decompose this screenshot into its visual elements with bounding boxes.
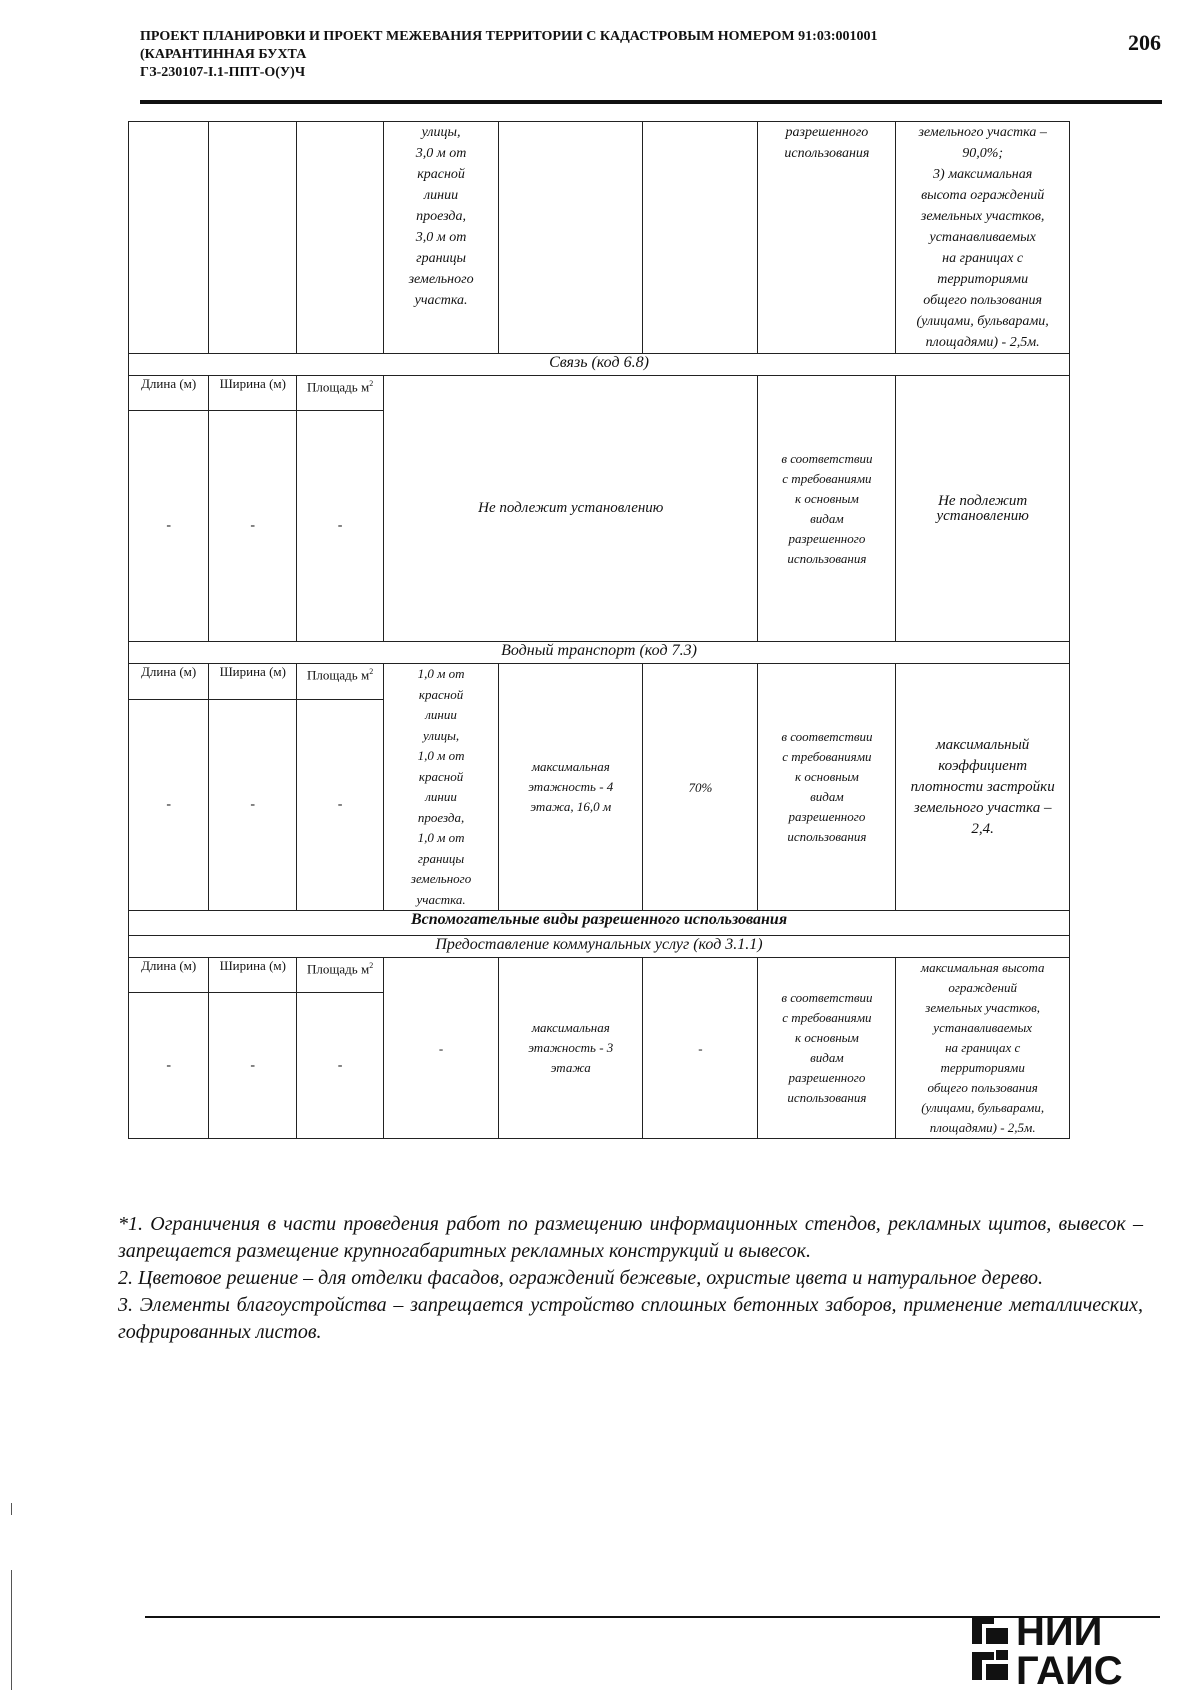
- text-line: 3) максимальная: [933, 167, 1033, 182]
- section-heading-row: [129, 642, 1070, 664]
- text-line: (улицами, бульварами,: [916, 314, 1049, 329]
- text-line: с требованиями: [782, 470, 872, 486]
- text-line: общего пользования: [923, 293, 1043, 308]
- text-line: земельного: [408, 272, 474, 287]
- text-line: линии: [424, 188, 459, 203]
- text-line: границы: [416, 251, 467, 266]
- header-length: Длина (м): [129, 958, 209, 993]
- cell-floors: максимальная этажность - 3 этажа: [499, 958, 643, 1139]
- cell-limits: [896, 958, 1070, 1139]
- text-line: в соответствии: [781, 729, 873, 744]
- text-line: видам: [810, 1050, 844, 1065]
- niigais-logo: [972, 1612, 1162, 1690]
- text-line: плотности застройки: [910, 778, 1055, 795]
- header-length: Длина (м): [129, 376, 209, 411]
- cell-empty: [209, 122, 297, 354]
- cell-length: -: [129, 699, 209, 910]
- footnotes: [118, 1211, 1143, 1346]
- text-line: границы: [417, 850, 465, 866]
- auxiliary-heading-row: [129, 911, 1070, 936]
- cell-coverage: -: [643, 958, 758, 1139]
- cell-use: [758, 376, 896, 642]
- header-area: Площадь $м^2$: [297, 958, 384, 993]
- cell-empty: [499, 122, 643, 354]
- cell-length: -: [129, 411, 209, 642]
- cell-coverage: 70%: [643, 664, 758, 911]
- text-line: улицы,: [421, 125, 461, 140]
- auxiliary-heading: Вспомогательные виды разрешенного использования: [129, 911, 1070, 936]
- text-line: 3,0 м от: [415, 146, 467, 161]
- text-line: красной: [418, 768, 464, 784]
- cell-area: -: [297, 993, 384, 1139]
- cell-params: Не подлежит установлению: [384, 376, 758, 642]
- text-line: 2,4.: [971, 820, 994, 837]
- header-divider: [140, 100, 1162, 104]
- cell-floors: максимальная этажность - 4 этажа, 16,0 м: [499, 664, 643, 911]
- text-line: к основным: [795, 490, 859, 506]
- text-line: общего пользования: [927, 1080, 1038, 1095]
- header-length: Длина (м): [129, 664, 209, 700]
- logo-line2: ГАИС: [1016, 1649, 1123, 1690]
- text-line: в соответствии: [781, 990, 873, 1005]
- cell-width: -: [209, 411, 297, 642]
- text-line: земельных участков,: [925, 1000, 1041, 1015]
- note-2: 2. Цветовое решение – для отделки фасадов, ограждений бежевые, охристые цвета и натуральное дерево.: [118, 1267, 1044, 1289]
- text-line: красной: [417, 167, 465, 182]
- text-line: площадями) - 2,5м.: [925, 335, 1040, 350]
- header-width: Ширина (м): [209, 958, 297, 993]
- column-header-row: [129, 958, 1070, 993]
- cell-width: -: [209, 993, 297, 1139]
- text-line: территориями: [940, 1060, 1025, 1075]
- scan-mark: [11, 1570, 12, 1690]
- text-line: видам: [810, 510, 844, 526]
- text-line: разрешенного: [788, 530, 866, 546]
- text-line: использования: [787, 550, 867, 566]
- text-line: ограждений: [948, 980, 1017, 995]
- section-heading-row: [129, 936, 1070, 958]
- text-line: участка.: [414, 293, 468, 308]
- header-title-line1: ПРОЕКТ ПЛАНИРОВКИ И ПРОЕКТ МЕЖЕВАНИЯ ТЕРРИТОРИИ С КАДАСТРОВЫМ НОМЕРОМ 91:03:001001: [140, 29, 878, 44]
- text-line: на границах с: [945, 1040, 1021, 1055]
- text-line: видам: [810, 789, 844, 804]
- cell-setback: [384, 664, 499, 911]
- header-width: Ширина (м): [209, 664, 297, 700]
- regulations-table: [128, 121, 1070, 1139]
- cell-setback: -: [384, 958, 499, 1139]
- text-line: с требованиями: [782, 749, 872, 764]
- text-line: 1,0 м от: [417, 666, 465, 681]
- text-line: участка.: [416, 891, 466, 907]
- cell-use: [758, 664, 896, 911]
- text-line: в соответствии: [781, 450, 873, 466]
- column-header-row: [129, 376, 1070, 411]
- text-line: использования: [787, 1090, 867, 1105]
- cell-empty: [297, 122, 384, 354]
- text-line: к основным: [795, 769, 859, 784]
- header-area-label: Площадь м: [307, 961, 370, 977]
- cell-limits: [896, 664, 1070, 911]
- text-line: (улицами, бульварами,: [921, 1100, 1045, 1115]
- text-line: 1,0 м от: [417, 830, 465, 845]
- text-line: максимальный: [936, 736, 1030, 753]
- cell-use: [758, 122, 896, 354]
- text-line: к основным: [795, 1030, 859, 1045]
- cell-length: -: [129, 993, 209, 1139]
- text-line: разрешенного: [785, 125, 869, 140]
- text-line: проезда,: [417, 809, 465, 825]
- text-line: максимальная высота: [920, 960, 1045, 975]
- note-1: *1. Ограничения в части проведения работ по размещению информационных стендов, рекламных щитов, вывесок – запрещается размещение крупногабаритных рекламных конструкций и вывесок.: [118, 1213, 1143, 1262]
- header-area-label: Площадь м: [307, 379, 370, 395]
- cell-empty: [643, 122, 758, 354]
- text-line: на границах с: [942, 251, 1024, 266]
- column-header-row: [129, 664, 1070, 700]
- header-title-line2: (КАРАНТИННАЯ БУХТА: [140, 47, 307, 62]
- text-line: улицы,: [422, 727, 460, 743]
- logo-emblem-icon: [972, 1612, 1162, 1690]
- cell-area: -: [297, 699, 384, 910]
- section-title: Водный транспорт (код 7.3): [129, 642, 1070, 664]
- document-header: [140, 28, 1080, 82]
- header-area: Площадь $м^2$: [297, 664, 384, 700]
- scan-mark: [11, 1503, 12, 1515]
- text-line: земельного участка –: [918, 125, 1047, 140]
- header-width: Ширина (м): [209, 376, 297, 411]
- text-line: разрешенного: [788, 809, 866, 824]
- text-line: использования: [784, 146, 870, 161]
- cell-use: [758, 958, 896, 1139]
- text-line: проезда,: [416, 209, 467, 224]
- text-line: устанавливаемых: [933, 1020, 1033, 1035]
- section-title: Предоставление коммунальных услуг (код 3.1.1): [129, 936, 1070, 958]
- cell-width: -: [209, 699, 297, 910]
- text-line: земельных участков,: [920, 209, 1045, 224]
- cell-limits: Не подлежит установлению: [896, 376, 1070, 642]
- text-line: земельного участка –: [913, 799, 1052, 816]
- text-line: линии: [425, 789, 457, 804]
- header-area: Площадь $м^2$: [297, 376, 384, 411]
- text-line: площадями) - 2,5м.: [929, 1120, 1036, 1135]
- header-area-label: Площадь м: [307, 667, 370, 683]
- cell-limits: [896, 122, 1070, 354]
- text-line: устанавливаемых: [929, 230, 1036, 245]
- header-code: ГЗ-230107-I.1-ППТ-О(У)Ч: [140, 65, 306, 80]
- text-line: линии: [425, 707, 457, 722]
- text-line: коэффициент: [938, 757, 1028, 774]
- table-row-continuation: [129, 122, 1070, 354]
- page-number: 206: [1128, 30, 1161, 55]
- text-line: с требованиями: [782, 1010, 872, 1025]
- note-3: 3. Элементы благоустройства – запрещается устройство сплошных бетонных заборов, применение металлических, гофрированных листов.: [118, 1294, 1143, 1343]
- cell-area: -: [297, 411, 384, 642]
- section-heading-row: [129, 354, 1070, 376]
- text-line: 90,0%;: [962, 146, 1004, 161]
- text-line: разрешенного: [788, 1070, 866, 1085]
- cell-setback: [384, 122, 499, 354]
- logo-line1: НИИ: [1016, 1612, 1103, 1654]
- text-line: высота ограждений: [921, 188, 1045, 203]
- section-title: Связь (код 6.8): [129, 354, 1070, 376]
- text-line: использования: [787, 829, 867, 844]
- text-line: территориями: [937, 272, 1029, 287]
- cell-empty: [129, 122, 209, 354]
- text-line: 1,0 м от: [417, 748, 465, 763]
- text-line: земельного: [410, 871, 472, 886]
- text-line: 3,0 м от: [415, 230, 467, 245]
- text-line: красной: [418, 686, 464, 702]
